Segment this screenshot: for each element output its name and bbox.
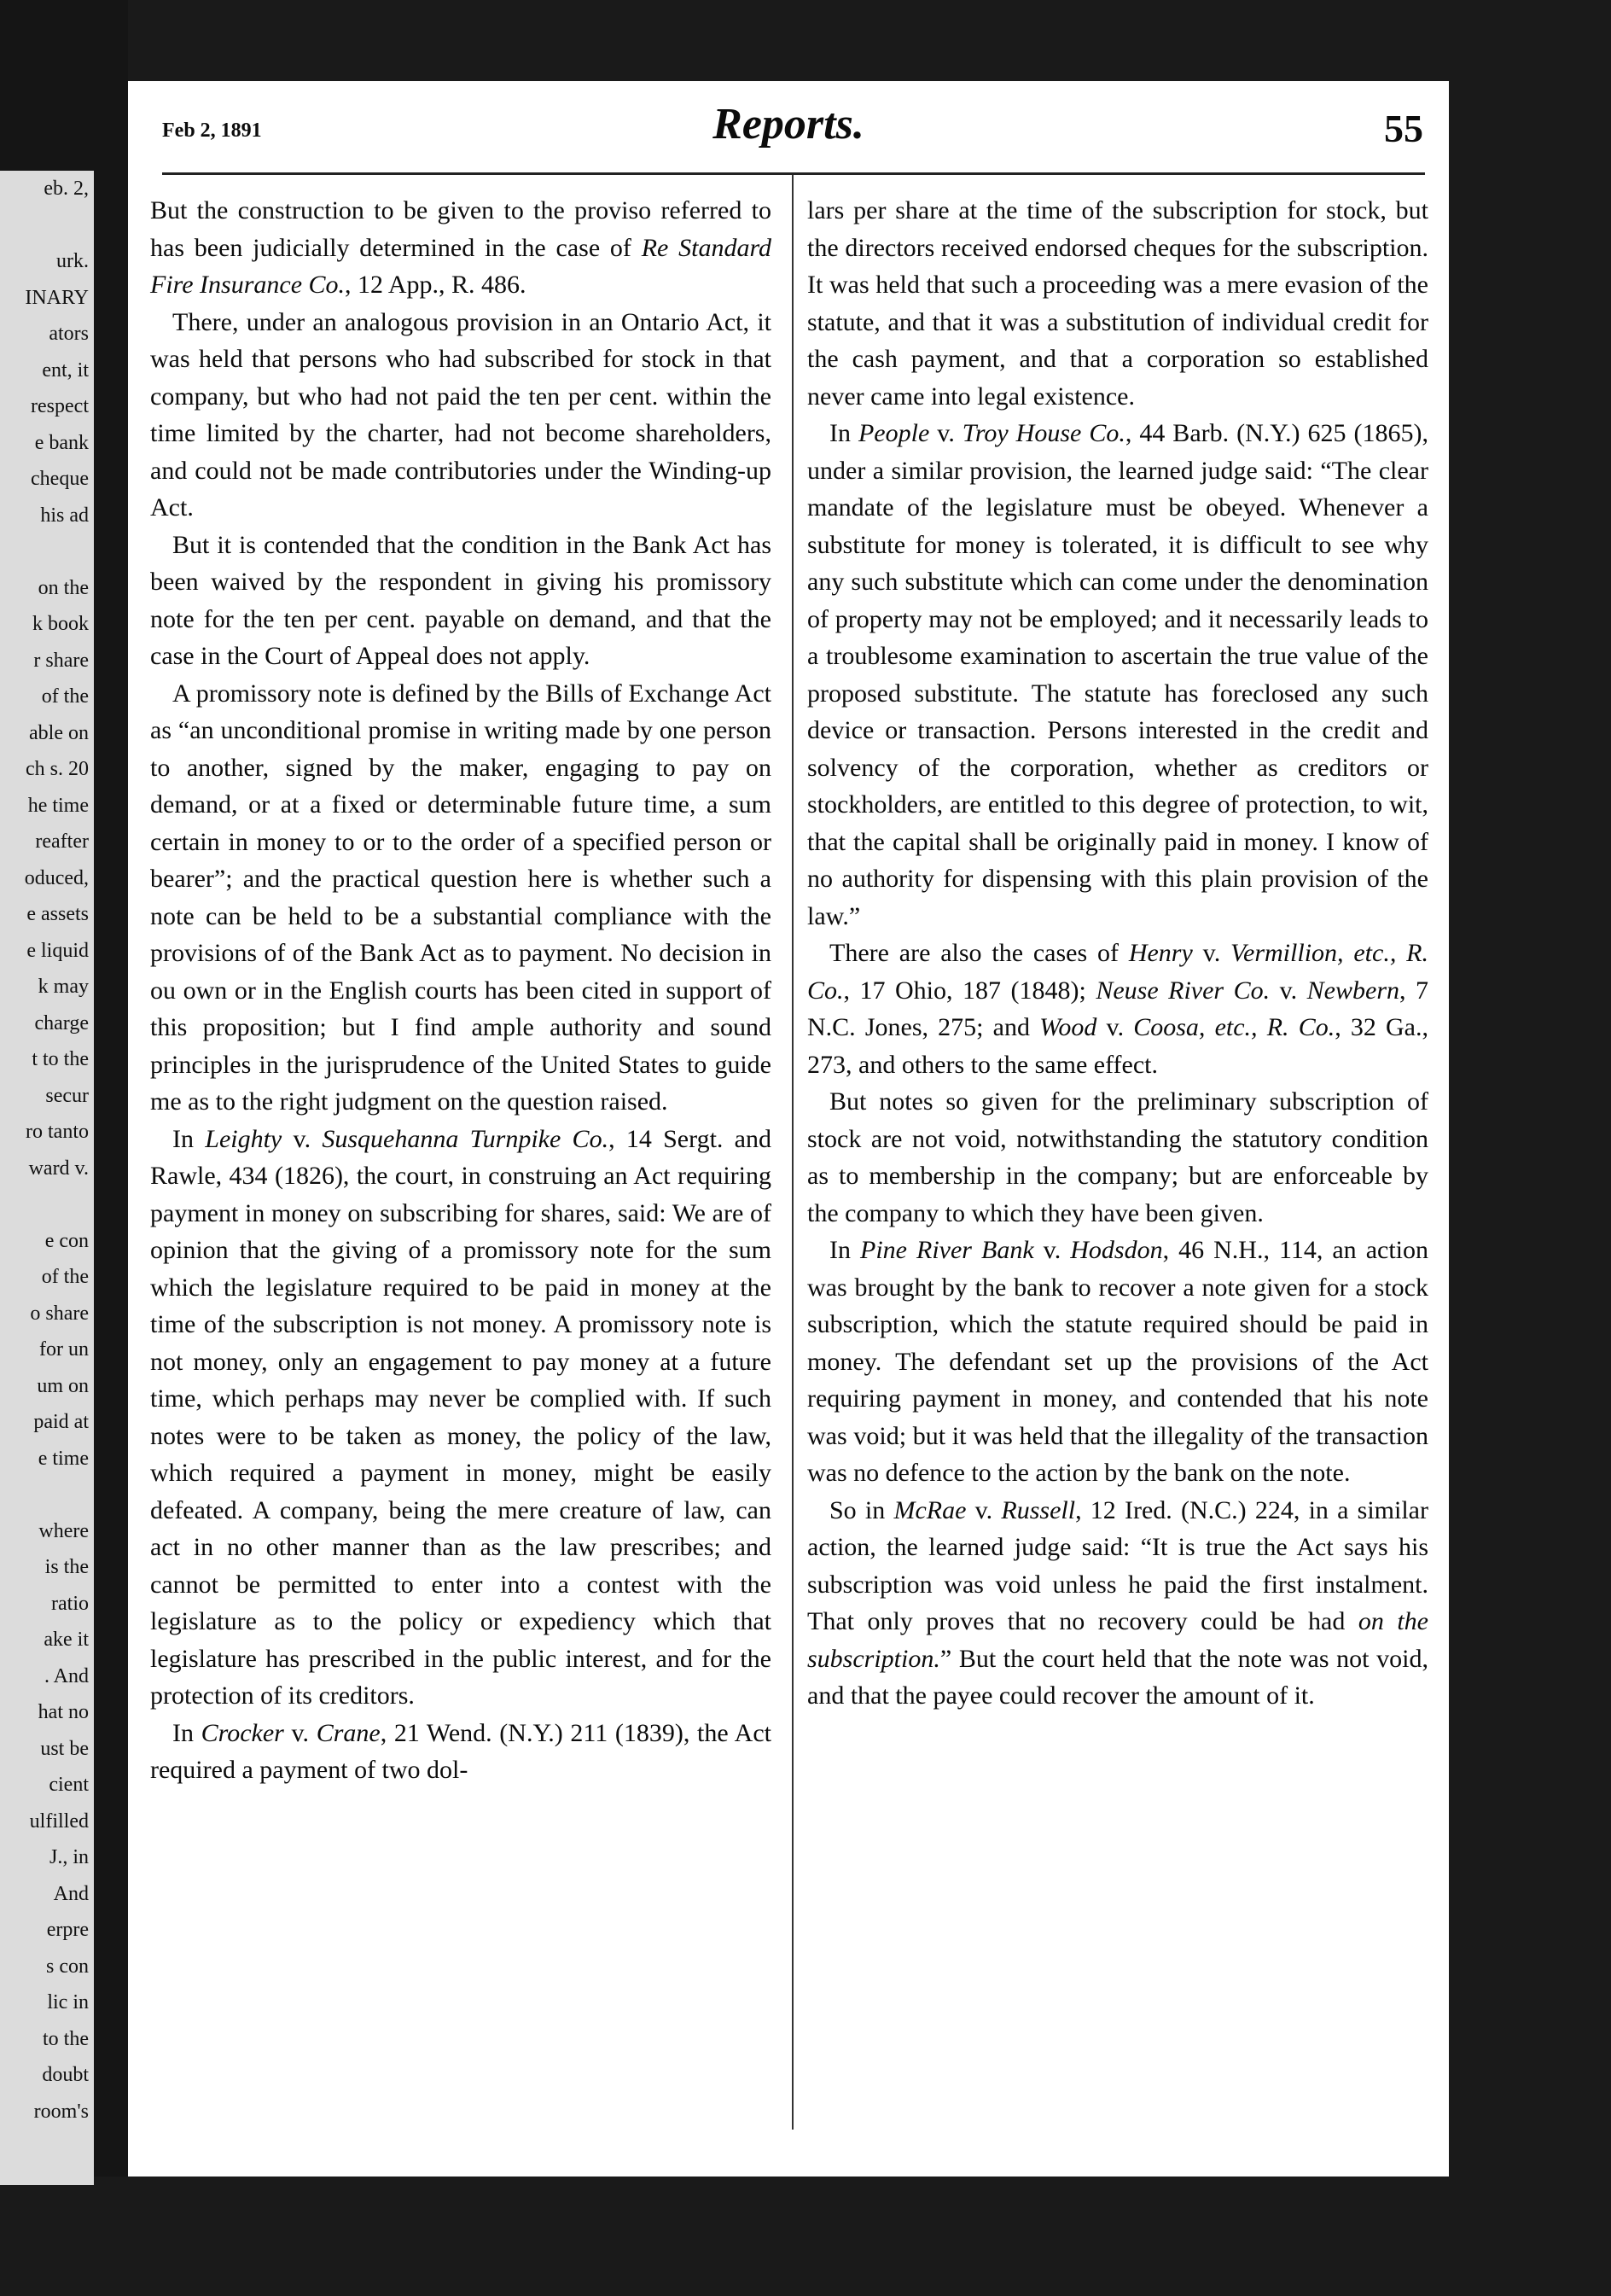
fragment-line: . And [44, 1664, 89, 1687]
fragment-line: secur [45, 1084, 89, 1107]
paragraph [150, 1121, 771, 1715]
fragment-line: e liquid [26, 939, 89, 962]
fragment-line: ulfilled [29, 1809, 89, 1833]
fragment-line: ake it [44, 1629, 89, 1651]
fragment-line: r share [33, 649, 89, 672]
fragment-line: e bank [34, 431, 89, 454]
fragment-line: INARY [25, 286, 89, 309]
case-name: Crocker [201, 1718, 284, 1747]
fragment-line: lic in [47, 1991, 89, 2013]
text-run: v. [1192, 939, 1231, 967]
paragraph [807, 1492, 1428, 1715]
fragment-line: k book [32, 613, 89, 635]
text-run: In [829, 419, 858, 447]
case-name: Henry [1128, 939, 1193, 967]
fragment-line: urk. [56, 250, 89, 272]
text-run: But the construction to be given to the proviso referred to has been judicially determined in the case of [150, 196, 771, 262]
header-rule [162, 172, 1425, 175]
fragment-line: ch s. 20 [26, 758, 89, 780]
fragment-line: ratio [51, 1592, 89, 1615]
fragment-line: k may [38, 976, 89, 998]
case-name: Troy House Co. [962, 419, 1125, 447]
fragment-line: doubt [42, 2064, 89, 2086]
text-run: v. [966, 1495, 1002, 1524]
case-name: Newbern [1306, 976, 1399, 1005]
text-run: lars per share at the time of the subscription for stock, but the directors received endorsed cheques for the subscription. It was held that such a proceeding was a mere evasion of the statute, and that it was a substitution of individual credit for the cash payment, and that a corporation so established never came into legal existence. [807, 196, 1428, 411]
case-name: Russell [1001, 1495, 1076, 1524]
text-run: , 32 Ga., 273, and others to the same effect. [807, 1013, 1428, 1079]
fragment-line: ro tanto [26, 1121, 89, 1143]
fragment-line: And [53, 1882, 89, 1905]
text-run: v. [929, 419, 963, 447]
fragment-line: cheque [31, 468, 89, 490]
scan-border-top [0, 0, 1611, 81]
case-name: Re Standard Fire Insurance Co. [150, 233, 772, 299]
page-number: 55 [1384, 107, 1423, 150]
fragment-line: e con [44, 1229, 89, 1252]
text-run: , 46 N.H., 114, an action was brought by the bank to recover a note given for a stock subscription, which the statute required should be paid in money. The defendant set up the provisions of the Act requiring payment in money, and contended that his note was void; but it was held that the illegality of the transaction was no defence to the action by the bank on the note. [807, 1236, 1428, 1487]
case-name: Susquehanna Turnpike Co. [322, 1124, 609, 1153]
paragraph [150, 675, 771, 1121]
fragment-line [0, 1186, 94, 1223]
paragraph [807, 1083, 1428, 1232]
fragment-line: able on [29, 721, 89, 744]
case-name: Wood [1039, 1013, 1097, 1041]
fragment-line: his ad [40, 504, 89, 527]
text-run: ” But the court held that the note was not void, and that the payee could recover the amount of it. [807, 1644, 1428, 1710]
paragraph [807, 1232, 1428, 1492]
header-title: Reports. [712, 100, 864, 149]
fragment-line: erpre [46, 1919, 89, 1941]
adjacent-page-fragment [0, 171, 94, 2185]
paragraph [150, 304, 771, 527]
text-run: , 14 Sergt. and Rawle, 434 (1826), the court, in construing an Act requiring payment in money on subscribing for shares, said: We are of opinion that the giving of a promissory note for the sum which the legislature required to be paid in money at the time of the subscription is not money. A promissory note is not money, only an engagement to pay money at a future time, which perhaps may never be complied with. If such notes were to be taken as money, the policy of the law, which required a payment in money, might be easily defeated. A company, being the mere creature of law, can act in no other manner than as the law prescribes; and cannot be permitted to enter into a contest with the legislature as to the policy or expediency which that legislature has prescribed in the public interest, and for the protection of its creditors. [150, 1124, 771, 1710]
case-name: Vermillion, etc., R. Co. [807, 939, 1428, 1005]
case-name: Leighty [205, 1124, 282, 1153]
fragment-line: e time [38, 1447, 89, 1470]
text-run: v. [1033, 1236, 1071, 1264]
fragment-line: to the [43, 2027, 89, 2050]
fragment-line: is the [44, 1556, 89, 1578]
fragment-line: eb. 2, [44, 178, 89, 200]
column-divider [792, 175, 794, 2130]
paragraph-continued [807, 192, 1428, 415]
fragment-line: ward v. [28, 1157, 89, 1180]
case-name: Hodsdon [1070, 1236, 1163, 1264]
fragment-line: room's [33, 2100, 89, 2123]
case-name: Crane [316, 1718, 381, 1747]
text-run: , 7 N.C. Jones, 275; and [807, 976, 1428, 1041]
fragment-line: t to the [32, 1048, 89, 1070]
text-run: , 17 Ohio, 187 (1848); [843, 976, 1096, 1005]
fragment-line: of the [41, 1266, 89, 1288]
fragment-line: on the [38, 576, 89, 599]
text-run: , 44 Barb. (N.Y.) 625 (1865), under a similar provision, the learned judge said: “The clear mandate of the legislature must be obeyed. Whenever a substitute for money is tolerated, it is difficult to see why any such substitute which can come under the denomination of property may not be employed; and it necessarily leads to a troublesome examination to ascertain the true value of the proposed substitute. The statute has foreclosed any such device or transaction. Persons interested in the credit and solvency of the corporation, whether as creditors or stockholders, are entitled to this degree of protection, to wit, that the capital shall be originally paid in money. I know of no authority for dispensing with this plain provision of the law.” [807, 419, 1428, 930]
scan-border-bottom [0, 2177, 1611, 2296]
paragraph [807, 415, 1428, 935]
case-name: Neuse River Co. [1096, 976, 1271, 1005]
text-run: v. [283, 1718, 317, 1747]
text-run: In [172, 1124, 206, 1153]
fragment-line: ent, it [42, 358, 89, 382]
case-name: People [858, 419, 930, 447]
fragment-line: e assets [26, 903, 89, 925]
paragraph [150, 1715, 771, 1789]
fragment-line: for un [39, 1338, 89, 1361]
fragment-line: s con [46, 1955, 89, 1978]
fragment-line: he time [27, 794, 89, 817]
text-run: v. [282, 1124, 323, 1153]
case-name: Coosa, etc., R. Co. [1133, 1013, 1335, 1041]
fragment-line: ators [49, 323, 89, 345]
fragment-line: respect [31, 395, 89, 417]
fragment-line: hat no [38, 1701, 89, 1723]
fragment-line [0, 207, 94, 244]
fragment-line [0, 1477, 94, 1513]
text-run: v. [1270, 976, 1307, 1005]
scan-border-right [1449, 0, 1611, 2296]
case-name: on the subscription. [807, 1607, 1428, 1673]
paragraph [150, 527, 771, 675]
text-run: But notes so given for the preliminary subscription of stock are not void, notwithstanding the statutory condition as to membership in the company; but are enforceable by the company to which they have been given. [807, 1087, 1428, 1227]
left-column [150, 192, 771, 1789]
fragment-line: cient [49, 1774, 89, 1796]
paragraph [807, 935, 1428, 1083]
fragment-line: o share [30, 1302, 89, 1325]
fragment-line: paid at [33, 1411, 89, 1433]
text-run: , 12 Ired. (N.C.) 224, in a similar action, the learned judge said: “It is true the Act says his subscription was void unless he paid the first instalment. That only proves that no recovery could be had [807, 1495, 1428, 1635]
case-name: McRae [893, 1495, 967, 1524]
text-run: In [172, 1718, 201, 1747]
fragment-line: of the [41, 685, 89, 708]
fragment-line: um on [37, 1374, 89, 1397]
text-run: v. [1096, 1013, 1134, 1041]
case-name: Pine River Bank [860, 1236, 1034, 1264]
header-date: Feb 2, 1891 [162, 119, 262, 142]
text-run: But it is contended that the condition in the Bank Act has been waived by the respondent in giving his promissory note for the ten per cent. payable on demand, and that the case in the Court of Appeal does not apply. [150, 530, 771, 670]
text-run: So in [829, 1495, 894, 1524]
text-run: , 12 App., R. 486. [345, 271, 526, 299]
fragment-line: charge [34, 1011, 89, 1034]
fragment-line: J., in [49, 1846, 89, 1868]
text-run: There, under an analogous provision in an Ontario Act, it was held that persons who had subscribed for stock in that company, but who had not paid the ten per cent. within the time limited by the charter, had not become shareholders, and could not be made contributories under the Winding-up Act. [150, 307, 771, 522]
text-run: , 21 Wend. (N.Y.) 211 (1839), the Act required a payment of two dol- [150, 1718, 771, 1784]
text-run: A promissory note is defined by the Bills of Exchange Act as “an unconditional promise in writing made by one person to another, signed by the maker, engaging to pay on demand, or at a fixed or determinable future time, a sum certain in money to or to the order of a specified person or bearer”; and the practical question here is whether such a note can be held to be a substantial compliance with the provisions of of the Bank Act as to payment. No decision in ou own or in the English courts has been cited in support of this proposition; but I find ample authority and sound principles in the jurisprudence of the United States to guide me as to the right judgment on the question raised. [150, 679, 771, 1116]
running-header [128, 96, 1449, 164]
fragment-line [0, 533, 94, 570]
fragment-line: reafter [35, 830, 89, 853]
right-column [807, 192, 1428, 1715]
fragment-line: where [38, 1519, 89, 1542]
text-run: There are also the cases of [829, 939, 1129, 967]
fragment-line: ust be [40, 1737, 89, 1760]
fragment-line: oduced, [24, 866, 89, 889]
paragraph-continued [150, 192, 771, 304]
text-run: In [829, 1236, 861, 1264]
